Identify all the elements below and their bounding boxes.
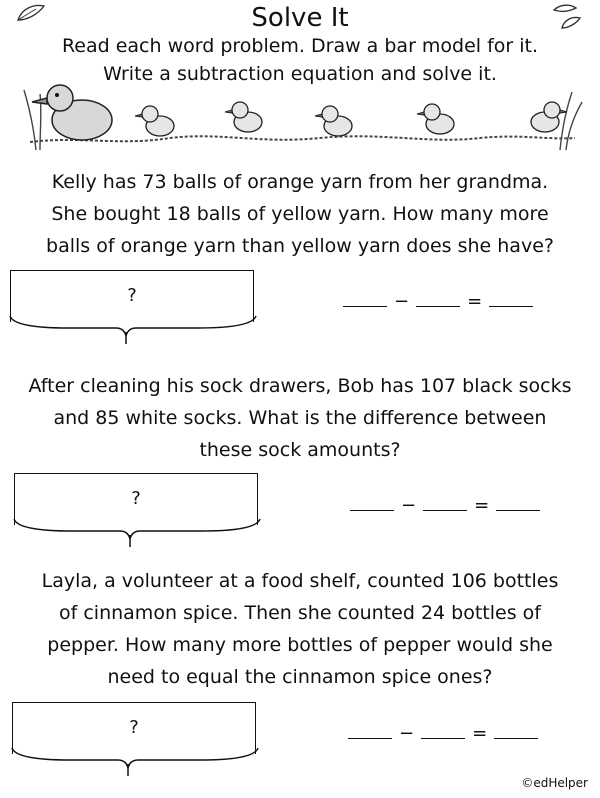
answer-blank[interactable] [343, 288, 387, 307]
answer-blank[interactable] [350, 492, 394, 511]
bar-model-brace [10, 746, 260, 778]
equals-sign: = [474, 495, 490, 516]
problem-line: of cinnamon spice. Then she counted 24 bottles of [59, 602, 541, 624]
answer-blank[interactable] [489, 288, 533, 307]
ducks-illustration [0, 80, 600, 170]
answer-blank[interactable] [423, 492, 467, 511]
problem-line: pepper. How many more bottles of pepper would she [47, 634, 553, 656]
answer-blank[interactable] [496, 492, 540, 511]
answer-blank[interactable] [348, 720, 392, 739]
word-problem [0, 370, 600, 466]
subtraction-equation[interactable] [343, 288, 533, 312]
bar-model-unknown: ? [129, 717, 139, 738]
instructions-line: Write a subtraction equation and solve it. [103, 63, 497, 85]
answer-blank[interactable] [494, 720, 538, 739]
copyright: ©edHelper [521, 776, 588, 790]
subtraction-equation[interactable] [348, 720, 538, 744]
minus-sign: − [394, 291, 410, 312]
minus-sign: − [401, 495, 417, 516]
bar-model-unknown: ? [127, 285, 137, 306]
problem-line: balls of orange yarn than yellow yarn does she have? [46, 235, 554, 257]
bar-model-unknown: ? [131, 488, 141, 509]
problem-line: and 85 white socks. What is the difference between [53, 407, 547, 429]
minus-sign: − [399, 723, 415, 744]
page-title: Solve It [251, 3, 349, 33]
bar-model-brace [12, 517, 262, 549]
problem-line: need to equal the cinnamon spice ones? [107, 666, 493, 688]
answer-blank[interactable] [416, 288, 460, 307]
word-problem [0, 565, 600, 693]
bar-model-brace [8, 314, 258, 346]
word-problem [0, 166, 600, 262]
subtraction-equation[interactable] [350, 492, 540, 516]
answer-blank[interactable] [421, 720, 465, 739]
problem-line: Kelly has 73 balls of orange yarn from her grandma. [51, 171, 549, 193]
problem-line: After cleaning his sock drawers, Bob has 107 black socks [28, 375, 572, 397]
problem-line: these sock amounts? [199, 439, 401, 461]
equals-sign: = [472, 723, 488, 744]
problem-line: Layla, a volunteer at a food shelf, counted 106 bottles [41, 570, 559, 592]
problem-line: She bought 18 balls of yellow yarn. How many more [51, 203, 549, 225]
equals-sign: = [467, 291, 483, 312]
instructions-line: Read each word problem. Draw a bar model for it. [61, 35, 539, 57]
